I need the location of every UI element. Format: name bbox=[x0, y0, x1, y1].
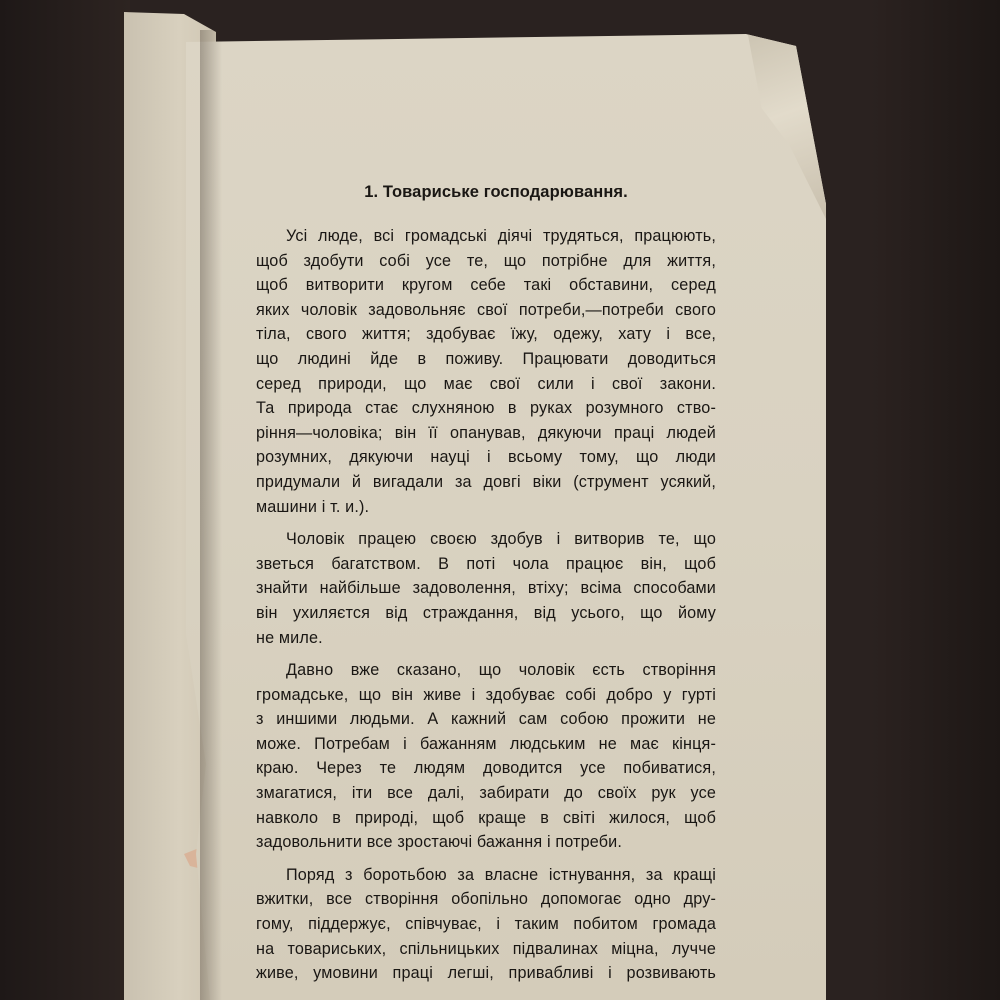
text-line: на товариських, спільницьких підвалинах міцна, лучче bbox=[256, 939, 716, 958]
text-line: громадське, що він живе і здобуває собі добро у гурті bbox=[256, 685, 716, 704]
text-line: з иншими людьми. А кажний сам собою прожити не bbox=[256, 710, 716, 729]
text-line: що людині йде в поживу. Працювати доводиться bbox=[256, 349, 716, 368]
text-line: Та природа стає слухняною в руках розумного ство- bbox=[256, 399, 716, 418]
text-line: машини і т. и.). bbox=[256, 497, 370, 516]
text-line: змагатися, іти все далі, забирати до своїх рук усе bbox=[256, 784, 716, 803]
text-line: краю. Через те людям доводится усе побиватися, bbox=[256, 759, 716, 778]
background-left bbox=[0, 0, 130, 1000]
text-line: знайти найбільше задоволення, втіху; всіма способами bbox=[256, 579, 716, 598]
text-line: Усі люде, всі громадські діячі трудяться, працюють, bbox=[286, 227, 716, 245]
text-line: він ухиляєтся від страждання, від усього, що йому bbox=[256, 603, 716, 622]
text-line: навколо в природі, щоб краще в світі жилося, щоб bbox=[256, 808, 716, 827]
text-body bbox=[256, 224, 716, 986]
text-line: розумних, дякуючи науці і всьому тому, що люди bbox=[256, 448, 716, 467]
text-line: Поряд з боротьбою за власне істнування, за кращі bbox=[286, 865, 716, 884]
folded-corner bbox=[734, 34, 826, 219]
text-line: задовольнити все зростаючі бажання і потреби. bbox=[256, 833, 623, 852]
page-title: 1. Товариське господарювання. bbox=[364, 183, 628, 201]
text-line: Чоловік працею своєю здобув і витворив те, що bbox=[286, 530, 716, 549]
background-right bbox=[870, 0, 1000, 1000]
text-line: не миле. bbox=[256, 628, 323, 647]
text-line: живе, умовини праці легші, привабливі і розвивають bbox=[256, 964, 716, 983]
text-line: зветься багатством. В поті чола працює він, щоб bbox=[256, 554, 716, 573]
text-line: щоб здобути собі усе те, що потрібне для життя, bbox=[256, 251, 716, 270]
text-line: тіла, свого життя; здобуває їжу, одежу, хату і все, bbox=[256, 325, 716, 344]
text-line: вжитки, все створіння обопільно допомогає одно дру- bbox=[256, 890, 716, 909]
text-line: може. Потребам і бажанням людським не має кінця- bbox=[256, 734, 716, 753]
text-line: ріння—чоловіка; він її опанував, дякуючи праці людей bbox=[256, 423, 716, 442]
text-line: яких чоловік задовольняє свої потреби,—потреби свого bbox=[256, 300, 716, 319]
paragraph bbox=[256, 863, 716, 986]
text-line: серед природи, що має свої сили і свої закони. bbox=[256, 374, 716, 393]
spine-shadow bbox=[200, 30, 222, 1000]
paragraph bbox=[256, 658, 716, 855]
text-line: гому, піддержує, співчуває, і таким побитом громада bbox=[256, 915, 716, 934]
text-line: придумали й вигадали за довгі віки (струмент усякий, bbox=[256, 472, 716, 491]
text-line: щоб витворити кругом себе такі обставини, серед bbox=[256, 276, 716, 295]
paragraph bbox=[256, 224, 716, 519]
text-line: Давно вже сказано, що чоловік єсть створіння bbox=[286, 661, 716, 680]
page-content bbox=[256, 183, 716, 994]
paragraph bbox=[256, 527, 716, 650]
